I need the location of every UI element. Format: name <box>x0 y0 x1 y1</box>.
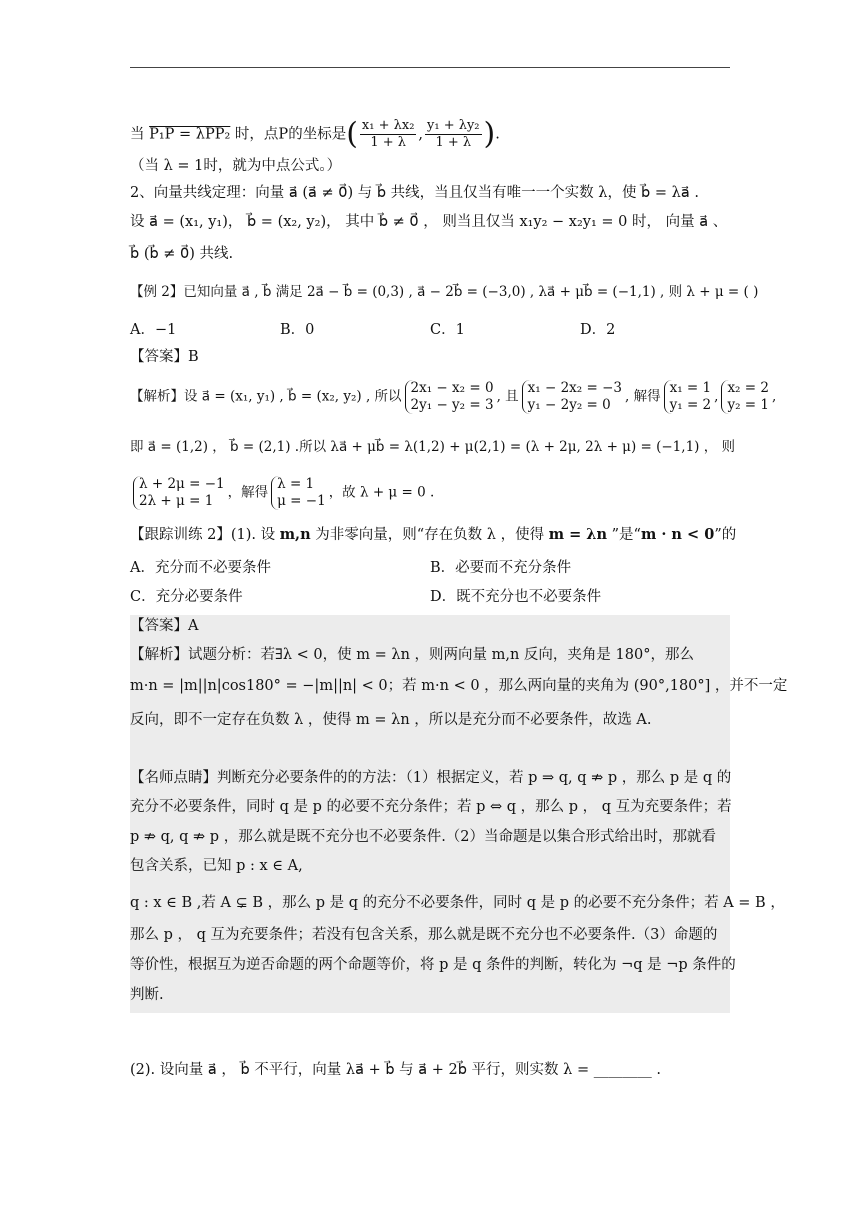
text: 当 <box>130 126 150 143</box>
close-paren: ) <box>483 116 496 152</box>
equation-row: y₂ = 1 <box>727 397 769 413</box>
solution-2-line-3: 反向，即不一定存在负数 λ ，使得 m = λn ，所以是充分而不必要条件，故选 A. <box>130 712 652 728</box>
section-point-formula: 当 P₁P = λPP₂ 时，点P的坐标是( $\frac{\text{x₁ + λx₂}}{1 + \lambda}$ , $\frac{\text{y₁ + λy₂}}{1 + \lambda}$ ). <box>130 116 500 152</box>
equation-row: 2λ + μ = 1 <box>139 493 214 509</box>
answer-1: 【答案】B <box>130 349 199 365</box>
teacher-tip-line-5: q : x ∈ B ,若 A ⊊ B ，那么 p 是 q 的充分不必要条件，同时 q 是 p 的必要不充分条件；若 A = B ， <box>130 895 785 911</box>
fraction-numerator: y₁ + λy₂ <box>427 118 480 133</box>
fraction-x <box>360 118 416 151</box>
example-2-option-a: A．−1 <box>130 322 177 338</box>
text: ”是“ <box>607 527 641 543</box>
text: , 且 <box>496 388 519 405</box>
text: ，故 λ + μ = 0 . <box>328 484 435 501</box>
equation-row: λ = 1 <box>277 476 315 492</box>
example-2-option-d: D．2 <box>580 322 616 338</box>
text: m,n <box>279 526 311 543</box>
text: ”的 <box>714 527 737 543</box>
tracking-option-d: D．既不充分也不必要条件 <box>430 589 602 605</box>
teacher-tip-line-4: 包含关系，已知 p : x ∈ A, <box>130 858 303 874</box>
solution-2-line-1: 【解析】试题分析：若∃λ < 0，使 m = λn ，则两向量 m,n 反向，夹角是 180°，那么 <box>130 647 694 663</box>
tracking-option-c: C．充分必要条件 <box>130 589 243 605</box>
text: , <box>771 388 777 405</box>
question-2: (2). 设向量 a⃗ ， b⃗ 不平行，向量 λa⃗ + b⃗ 与 a⃗ + 2b⃗ 平行，则实数 λ = ________ . <box>130 1062 661 1078</box>
example-2-question: 【例 2】已知向量 a⃗ , b⃗ 满足 2a⃗ − b⃗ = (0,3) , a⃗ − 2b⃗ = (−3,0) , λa⃗ + μb⃗ = (−1,1) , 则 λ + μ = ( ) <box>130 284 759 300</box>
solution-2-line-2: m·n = |m||n|cos180° = −|m||n| < 0；若 m·n < 0 ，那么两向量的夹角为 (90°,180°] ，并不一定 <box>130 678 788 694</box>
teacher-tip-line-1: 【名师点睛】判断充分必要条件的的方法：（1）根据定义，若 p ⇒ q, q ⇏ p ，那么 p 是 q 的 <box>130 770 732 786</box>
tracking-exercise-2 <box>130 525 736 545</box>
collinear-condition: 设 a⃗ = (x₁, y₁)， b⃗ = (x₂, y₂)， 其中 b⃗ ≠ 0⃗ ， 则当且仅当 x₁y₂ − x₂y₁ = 0 时， 向量 a⃗ 、 <box>130 214 728 230</box>
equation-system <box>522 380 622 414</box>
collinear-condition-end: b⃗ (b⃗ ≠ 0⃗) 共线. <box>130 246 234 262</box>
answer-2: 【答案】A <box>130 618 199 634</box>
solution-1-line-3 <box>130 476 434 510</box>
equation-row: x₁ − 2x₂ = −3 <box>527 380 623 396</box>
text: 时，点P的坐标是 <box>230 126 347 143</box>
fraction-denominator: 1 + λ <box>370 135 406 150</box>
midpoint-note: （当 λ = 1时，就为中点公式。） <box>130 158 342 174</box>
equation-system <box>664 380 712 414</box>
fraction-y <box>425 118 482 151</box>
tracking-option-b: B．必要而不充分条件 <box>430 560 572 576</box>
text: , <box>714 388 719 405</box>
text: ，解得 <box>227 484 269 501</box>
text: . <box>495 126 500 143</box>
equation-row: x₁ = 1 <box>669 380 712 396</box>
equation-system <box>271 476 326 510</box>
example-2-option-c: C．1 <box>430 322 465 338</box>
text: 为非零向量，则“存在负数 λ ，使得 <box>310 527 549 543</box>
equation-system <box>133 476 225 510</box>
teacher-tip-line-2: 充分不必要条件，同时 q 是 p 的必要不充分条件；若 p ⇔ q ，那么 p ， q 互为充要条件；若 <box>130 799 732 815</box>
equation-row: y₁ − 2y₂ = 0 <box>527 397 611 413</box>
teacher-tip-line-6: 那么 p ， q 互为充要条件；若没有包含关系，那么就是既不充分也不必要条件.（3）命题的 <box>130 927 718 943</box>
teacher-tip-line-3: p ⇏ q, q ⇏ p ，那么就是既不充分也不必要条件.（2）当命题是以集合形式给出时，那就看 <box>130 829 717 845</box>
collinear-theorem: 2、向量共线定理：向量 a⃗ (a⃗ ≠ 0⃗) 与 b⃗ 共线，当且仅当有唯一一个实数 λ，使 b⃗ = λa⃗ . <box>130 185 699 201</box>
example-2-option-b: B．0 <box>280 322 315 338</box>
tracking-option-a: A．充分而不必要条件 <box>130 560 271 576</box>
header-rule <box>130 67 730 68</box>
equation-row: λ + 2μ = −1 <box>139 476 225 492</box>
equation-system <box>721 380 769 414</box>
equation-row: x₂ = 2 <box>727 380 769 396</box>
teacher-tip-line-7: 等价性，根据互为逆否命题的两个命题等价，将 p 是 q 条件的判断，转化为 ¬q 是 ¬p 条件的 <box>130 957 736 973</box>
fraction-numerator: x₁ + λx₂ <box>361 118 415 133</box>
equation-row: μ = −1 <box>277 493 326 509</box>
equation-row: 2y₁ − y₂ = 3 <box>410 397 494 413</box>
equation-system <box>405 380 494 414</box>
solution-1-line-1 <box>130 380 776 414</box>
text: 【解析】设 a⃗ = (x₁, y₁) , b⃗ = (x₂, y₂) , 所以 <box>130 388 402 405</box>
vector-expression: P₁P = λPP₂ <box>149 126 231 143</box>
open-paren: ( <box>346 116 358 152</box>
equation-row: y₁ = 2 <box>669 397 712 413</box>
text: m = λn <box>548 526 607 543</box>
equation-row: 2x₁ − x₂ = 0 <box>410 380 494 396</box>
text: , 解得 <box>625 388 661 405</box>
teacher-tip-line-8: 判断. <box>130 987 164 1003</box>
text: m · n < 0 <box>640 526 715 543</box>
fraction-denominator: 1 + λ <box>435 135 472 150</box>
text: 【跟踪训练 2】(1). 设 <box>130 527 280 543</box>
solution-1-line-2: 即 a⃗ = (1,2) ， b⃗ = (2,1) .所以 λa⃗ + μb⃗ = λ(1,2) + μ(2,1) = (λ + 2μ, 2λ + μ) = (−1,1) ， 则 <box>130 439 736 455</box>
